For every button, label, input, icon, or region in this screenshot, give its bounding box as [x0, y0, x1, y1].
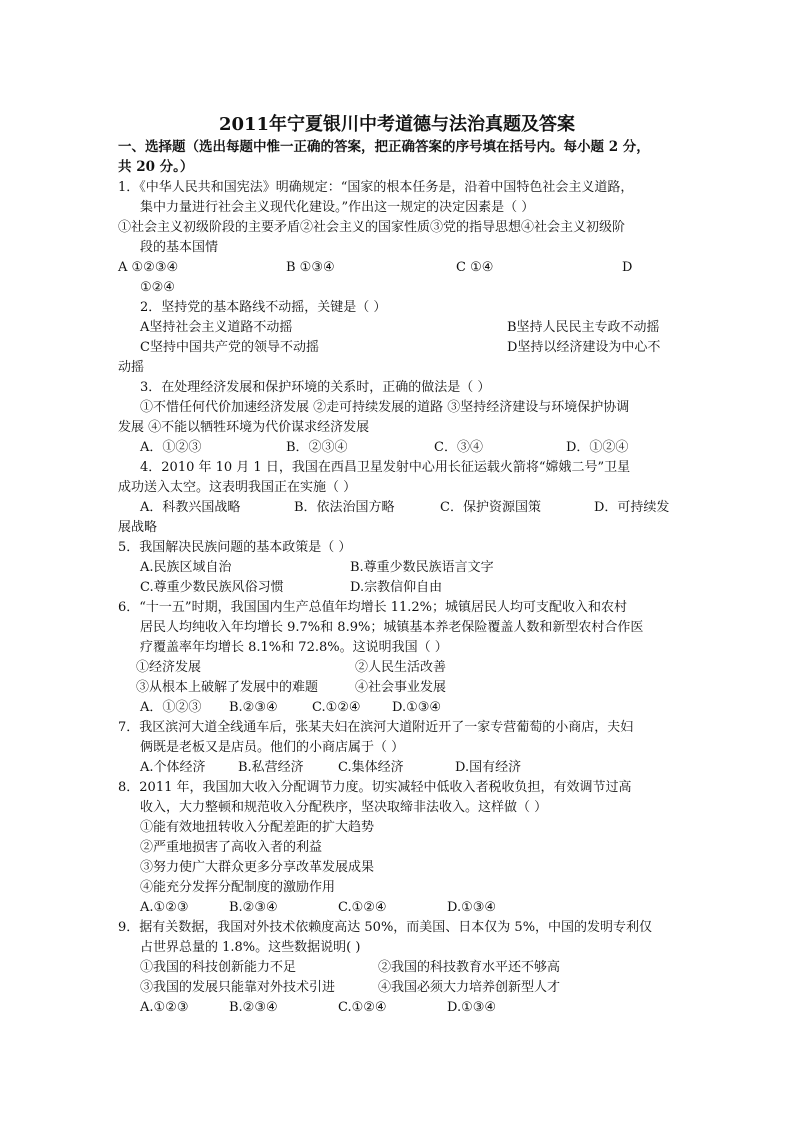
q2-stem: 2．坚持党的基本路线不动摇，关键是（ ）	[140, 300, 387, 315]
q4-stem-line1: 4．2010 年 10 月 1 日，我国在西昌卫星发射中心用长征运载火箭将“嫦娥二号”卫星	[140, 460, 631, 475]
q6-stem-line1: 6．“十一五”时期，我国国内生产总值年均增长 11.2%；城镇居民人均可支配收入和农村	[118, 600, 627, 615]
q9-stem-line2: 占世界总量的 1.8%。这些数据说明( )	[140, 940, 361, 955]
q9-choice-d: D.①③④	[447, 1000, 497, 1015]
q1-options-line1: ①社会主义初级阶段的主要矛盾②社会主义的国家性质③党的指导思想④社会主义初级阶	[118, 220, 626, 235]
q5-stem: 5．我国解决民族问题的基本政策是（ ）	[118, 540, 352, 555]
q3-choice-d: D．①②④	[566, 440, 629, 455]
q6-choice-b: B.②③④	[229, 700, 278, 715]
q7-choice-a: A.个体经济	[140, 760, 206, 775]
q9-option-4: ④我国必须大力培养创新型人才	[378, 980, 561, 995]
q2-choice-b: B坚持人民民主专政不动摇	[507, 320, 660, 335]
section-heading-line2: 共 20 分。）	[118, 159, 194, 175]
q1-stem-line1: 1．《中华人民共和国宪法》明确规定：“国家的根本任务是，沿着中国特色社会主义道路，	[118, 180, 634, 195]
q3-options-line1: ①不惜任何代价加速经济发展 ②走可持续发展的道路 ③坚持经济建设与环境保护协调	[140, 400, 630, 415]
section-heading-line1: 一、选择题（选出每题中惟一正确的答案，把正确答案的序号填在括号内。每小题 2 分，	[118, 139, 650, 155]
q6-choice-a: A．①②③	[140, 700, 202, 715]
q6-choice-d: D.①③④	[392, 700, 442, 715]
q5-choice-a: A.民族区域自治	[140, 560, 232, 575]
q3-options-line2: 发展 ④不能以牺牲环境为代价谋求经济发展	[118, 420, 370, 435]
q8-option-4: ④能充分发挥分配制度的激励作用	[140, 880, 336, 895]
q6-option-4: ④社会事业发展	[355, 680, 447, 695]
q8-choice-c: C.①②④	[338, 900, 387, 915]
q1-choice-a: A ①②③④	[118, 260, 179, 275]
q5-choice-b: B.尊重少数民族语言文字	[350, 560, 494, 575]
q3-stem: 3．在处理经济发展和保护环境的关系时，正确的做法是（ ）	[140, 380, 491, 395]
q8-choice-a: A.①②③	[140, 900, 189, 915]
q8-stem-line2: 收入，大力整顿和规范收入分配秩序，坚决取缔非法收入。这样做（ ）	[140, 800, 548, 815]
q6-option-3: ③从根本上破解了发展中的难题	[136, 680, 319, 695]
q4-choice-d: D．可持续发	[594, 500, 670, 515]
page-title: 2011年宁夏银川中考道德与法治真题及答案	[218, 114, 576, 135]
q8-choice-b: B.②③④	[229, 900, 278, 915]
q9-option-2: ②我国的科技教育水平还不够高	[378, 960, 561, 975]
q6-stem-line2: 居民人均纯收入年均增长 9.7%和 8.9%；城镇基本养老保险覆盖人数和新型农村合作医	[140, 620, 644, 635]
q4-choice-a: A．科教兴国战略	[140, 500, 241, 515]
q7-stem-line1: 7．我区滨河大道全线通车后，张某夫妇在滨河大道附近开了一家专营葡萄的小商店，夫妇	[118, 720, 634, 735]
q9-choice-c: C.①②④	[338, 1000, 387, 1015]
q4-choice-d-cont: 展战略	[118, 520, 158, 535]
q8-option-1: ①能有效地扭转收入分配差距的扩大趋势	[140, 820, 375, 835]
q9-stem-line1: 9．据有关数据，我国对外技术依赖度高达 50%，而美国、日本仅为 5%，中国的发明专利仅	[118, 920, 653, 935]
q1-options-line2: 段的基本国情	[140, 240, 219, 255]
q1-choice-c: C ①④	[456, 260, 494, 275]
q9-choice-a: A.①②③	[140, 1000, 189, 1015]
q5-choice-d: D.宗教信仰自由	[350, 580, 443, 595]
q9-choice-b: B.②③④	[229, 1000, 278, 1015]
q7-stem-line2: 俩既是老板又是店员。他们的小商店属于（ ）	[140, 740, 405, 755]
q6-option-2: ②人民生活改善	[355, 660, 447, 675]
q9-option-3: ③我国的发展只能靠对外技术引进	[140, 980, 336, 995]
q8-option-2: ②严重地损害了高收入者的利益	[140, 840, 323, 855]
q8-option-3: ③努力使广大群众更多分享改革发展成果	[140, 860, 375, 875]
q1-choice-d-cont: ①②④	[140, 280, 175, 295]
q1-choice-d: D	[622, 260, 633, 275]
q6-option-1: ①经济发展	[136, 660, 202, 675]
q8-choice-d: D.①③④	[447, 900, 497, 915]
q4-stem-line2: 成功送入太空。这表明我国正在实施（ ）	[118, 480, 357, 495]
q8-stem-line1: 8．2011 年，我国加大收入分配调节力度。切实减轻中低收入者税收负担，有效调节过高	[118, 780, 632, 795]
q7-choice-b: B.私营经济	[238, 760, 304, 775]
q1-stem-line2: 集中力量进行社会主义现代化建设。”作出这一规定的决定因素是（ ）	[140, 200, 535, 215]
q2-choice-c: C坚持中国共产党的领导不动摇	[140, 340, 319, 355]
q3-choice-a: A．①②③	[140, 440, 202, 455]
q6-stem-line3: 疗覆盖率年均增长 8.1%和 72.8%。这说明我国（ ）	[140, 640, 448, 655]
q4-choice-b: B．依法治国方略	[294, 500, 395, 515]
q3-choice-c: C．③④	[434, 440, 483, 455]
q5-choice-c: C.尊重少数民族风俗习惯	[140, 580, 284, 595]
q2-choice-d-cont: 动摇	[118, 360, 145, 375]
q3-choice-b: B．②③④	[286, 440, 348, 455]
q2-choice-a: A坚持社会主义道路不动摇	[140, 320, 293, 335]
q4-choice-c: C．保护资源国策	[440, 500, 541, 515]
q2-choice-d: D坚持以经济建设为中心不	[507, 340, 661, 355]
q6-choice-c: C.①②④	[312, 700, 361, 715]
q9-option-1: ①我国的科技创新能力不足	[140, 960, 297, 975]
q1-choice-b: B ①③④	[286, 260, 335, 275]
q7-choice-c: C.集体经济	[338, 760, 404, 775]
q7-choice-d: D.国有经济	[455, 760, 522, 775]
